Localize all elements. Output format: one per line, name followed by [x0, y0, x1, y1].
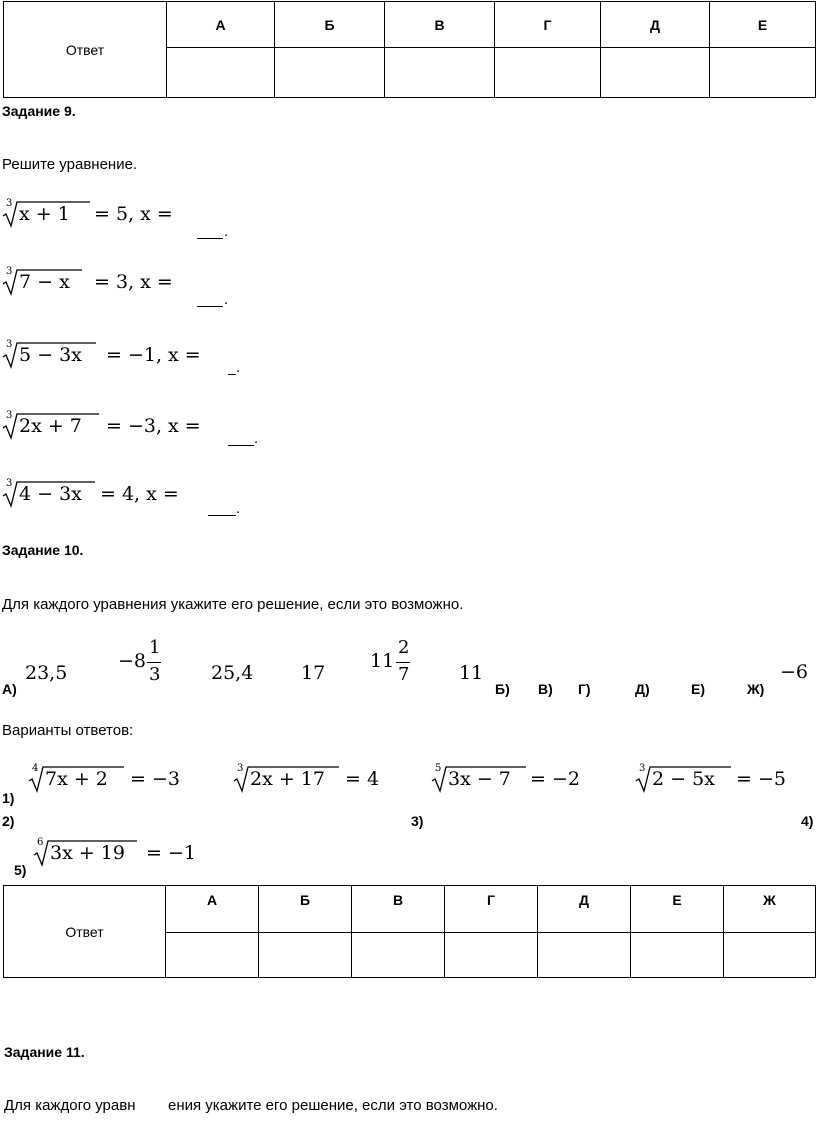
root-index: 3 [237, 763, 244, 774]
root-index: 5 [435, 763, 442, 774]
fraction-bar [147, 662, 161, 663]
answer-cell[interactable] [631, 932, 724, 978]
radicand: 2x + 7 [19, 415, 82, 437]
root-index: 3 [6, 478, 13, 489]
answer-cell[interactable] [275, 48, 385, 98]
header-cell: Ж [724, 886, 816, 933]
answer-cell[interactable] [724, 932, 816, 978]
radicand: 7x + 2 [45, 768, 108, 790]
letter-v: В) [538, 681, 553, 697]
answer-blank[interactable] [197, 238, 223, 239]
header-cell: В [352, 886, 445, 933]
period: . [224, 223, 229, 240]
variants-label: Варианты ответов: [2, 722, 134, 739]
task-9-instruction: Решите уравнение. [2, 156, 138, 173]
answer-table-1 [3, 1, 816, 98]
answer-cell[interactable] [167, 48, 275, 98]
answer-cell[interactable] [710, 48, 816, 98]
equation-rhs: = −3 [130, 768, 180, 790]
period: . [236, 500, 241, 517]
letter-g: Г) [578, 681, 591, 697]
letter-d: Д) [635, 681, 650, 697]
equation-rhs: = 3, x = [94, 271, 173, 293]
task-11-title: Задание 11. [4, 1044, 85, 1060]
radicand: 2x + 17 [250, 768, 325, 790]
header-cell: Е [631, 886, 724, 933]
radicand: 2 − 5x [652, 768, 715, 790]
value: 25,4 [211, 662, 254, 684]
header-cell: Б [259, 886, 352, 933]
root-index: 4 [32, 763, 39, 774]
header-cell: Г [445, 886, 538, 933]
answer-cell[interactable] [352, 932, 445, 978]
period: . [254, 430, 259, 447]
radicand: 3x − 7 [448, 768, 511, 790]
radicand: 4 − 3x [19, 483, 82, 505]
period: . [236, 359, 241, 376]
fraction-denominator: 3 [149, 664, 161, 685]
task-10-title: Задание 10. [2, 542, 84, 558]
option-number: 1) [2, 790, 15, 806]
root-index: 3 [6, 198, 13, 209]
letter-zh: Ж) [747, 681, 765, 697]
fraction-denominator: 7 [398, 664, 410, 685]
header-cell: А [167, 2, 275, 48]
letter-b: Б) [495, 681, 510, 697]
equation-rhs: = −1 [146, 842, 196, 864]
answer-blank[interactable] [228, 374, 236, 375]
header-cell: Е [710, 2, 816, 48]
value: 11 [459, 662, 484, 684]
answer-label: Ответ [4, 886, 166, 978]
equation-rhs: = 5, x = [94, 203, 173, 225]
letter-e: Е) [691, 681, 705, 697]
header-cell: Г [495, 2, 601, 48]
answer-cell[interactable] [385, 48, 495, 98]
equation-rhs: = 4, x = [100, 483, 179, 505]
answer-table-2 [3, 885, 816, 978]
option-number: 2) [2, 813, 15, 829]
radicand: 3x + 19 [50, 842, 125, 864]
root-index: 3 [6, 339, 13, 350]
answer-cell[interactable] [166, 932, 259, 978]
answer-cell[interactable] [538, 932, 631, 978]
radicand: 7 − x [19, 271, 70, 293]
answer-cell[interactable] [601, 48, 710, 98]
option-number: 5) [14, 862, 27, 878]
letter-a: А) [2, 681, 17, 697]
value: 23,5 [25, 662, 68, 684]
header-cell: Д [538, 886, 631, 933]
answer-blank[interactable] [197, 306, 223, 307]
fraction-bar [396, 662, 410, 663]
root-index: 3 [6, 266, 13, 277]
root-index: 3 [639, 763, 646, 774]
value: 17 [301, 662, 326, 684]
value: −6 [780, 661, 809, 683]
fraction-numerator: 1 [149, 637, 161, 658]
task-9-title: Задание 9. [2, 103, 76, 119]
option-number: 4) [801, 813, 814, 829]
answer-cell[interactable] [495, 48, 601, 98]
radicand: 5 − 3x [19, 344, 82, 366]
radicand: x + 1 [19, 203, 70, 225]
answer-cell[interactable] [445, 932, 538, 978]
task-11-instruction-part-2: ения укажите его решение, если это возможно. [168, 1097, 498, 1114]
root-index: 3 [6, 410, 13, 421]
value-whole: 11 [370, 650, 395, 672]
answer-label: Ответ [4, 2, 167, 98]
task-10-instruction: Для каждого уравнения укажите его решение, если это возможно. [2, 596, 464, 613]
equation-rhs: = −1, x = [106, 344, 201, 366]
answer-cell[interactable] [259, 932, 352, 978]
answer-blank[interactable] [228, 445, 254, 446]
task-11-instruction-part-1: Для каждого уравн [4, 1097, 136, 1114]
equation-rhs: = −5 [736, 768, 786, 790]
answer-blank[interactable] [208, 515, 236, 516]
header-cell: Д [601, 2, 710, 48]
period: . [224, 291, 229, 308]
fraction-numerator: 2 [398, 637, 410, 658]
header-cell: В [385, 2, 495, 48]
equation-rhs: = 4 [345, 768, 380, 790]
header-cell: Б [275, 2, 385, 48]
header-cell: А [166, 886, 259, 933]
equation-rhs: = −2 [530, 768, 580, 790]
option-number: 3) [411, 813, 424, 829]
value-whole: −8 [118, 650, 147, 672]
equation-rhs: = −3, x = [106, 415, 201, 437]
root-index: 6 [37, 837, 44, 848]
